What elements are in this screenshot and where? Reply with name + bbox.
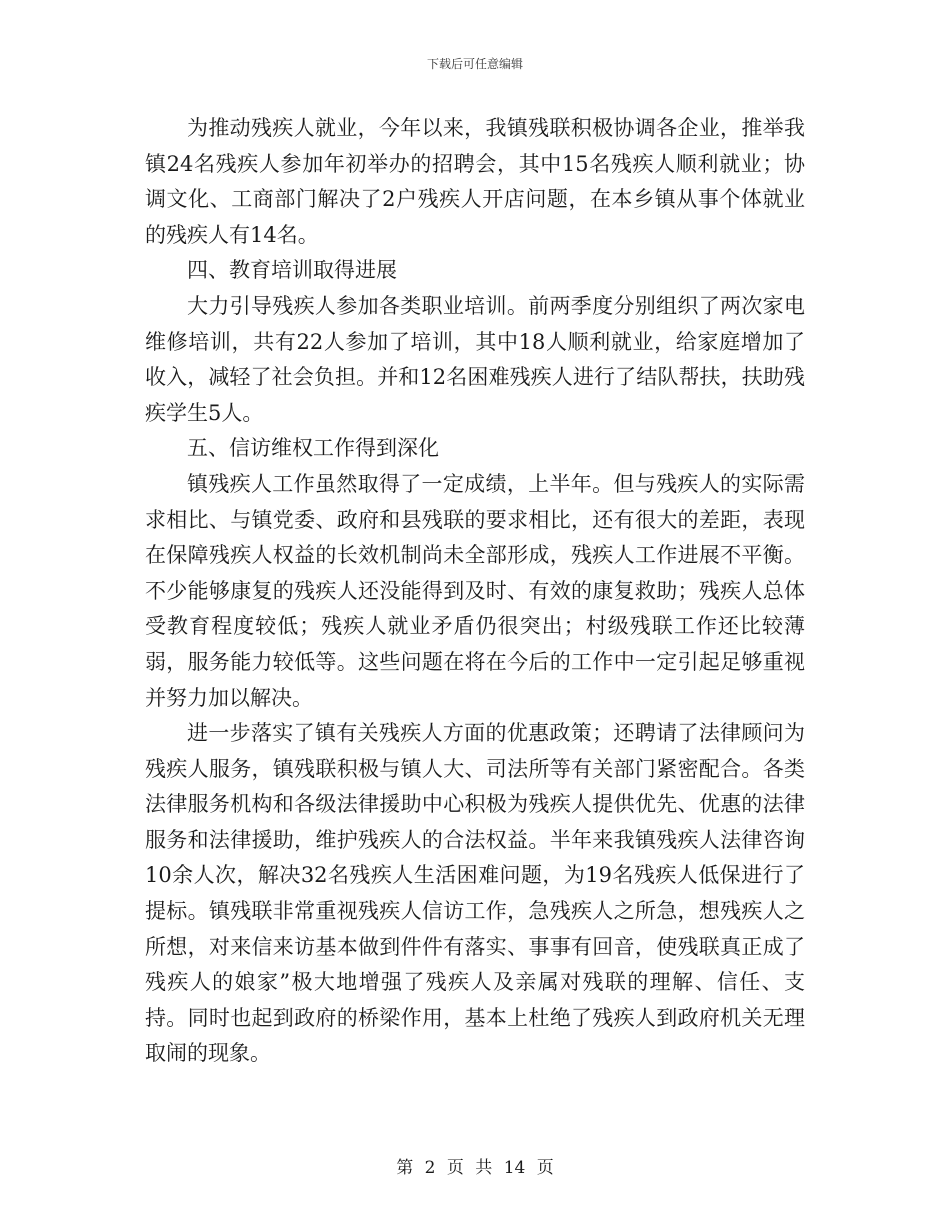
paragraph-legal-aid: 进一步落实了镇有关残疾人方面的优惠政策；还聘请了法律顾问为残疾人服务，镇残联积极与镇人大、司法所等有关部门紧密配合。各类法律服务机构和各级法律援助中心积极为残疾人提供优先、优惠的法律服务和法律援助，维护残疾人的合法权益。半年来我镇残疾人法律咨询10余人次，解决32名残疾人生活困难问题，为19名残疾人低保进行了提标。镇残联非常重视残疾人信访工作，急残疾人之所急，想残疾人之所想，对来信来访基本做到件件有落实、事事有回音，使残联真正成了残疾人的娘家”极大地增强了残疾人及亲属对残联的理解、信任、支持。同时也起到政府的桥梁作用，基本上杜绝了残疾人到政府机关无理取闹的现象。 xyxy=(145,721,805,1066)
paragraph-training: 大力引导残疾人参加各类职业培训。前两季度分别组织了两次家电维修培训，共有22人参加了培训，其中18人顺利就业，给家庭增加了收入，减轻了社会负担。并和12名困难残疾人进行了结队帮扶，扶助残疾学生5人。 xyxy=(145,293,805,425)
page-number: 第 2 页 共 14 页 xyxy=(396,1158,554,1178)
paragraph-problems: 镇残疾人工作虽然取得了一定成绩，上半年。但与残疾人的实际需求相比、与镇党委、政府和县残联的要求相比，还有很大的差距，表现在保障残疾人权益的长效机制尚未全部形成，残疾人工作进展不平衡。不少能够康复的残疾人还没能得到及时、有效的康复救助；残疾人总体受教育程度较低；残疾人就业矛盾仍很突出；村级残联工作还比较薄弱，服务能力较低等。这些问题在将在今后的工作中一定引起足够重视并努力加以解决。 xyxy=(145,471,805,710)
paragraph-employment: 为推动残疾人就业，今年以来，我镇残联积极协调各企业，推举我镇24名残疾人参加年初举办的招聘会，其中15名残疾人顺利就业；协调文化、工商部门解决了2户残疾人开店问题，在本乡镇从事个体就业的残疾人有14名。 xyxy=(145,116,805,247)
section-heading-petition: 五、信访维权工作得到深化 xyxy=(187,436,439,461)
section-heading-education: 四、教育培训取得进展 xyxy=(187,258,397,283)
document-body xyxy=(145,111,805,1072)
page-header-note: 下载后可任意编辑 xyxy=(426,57,523,71)
